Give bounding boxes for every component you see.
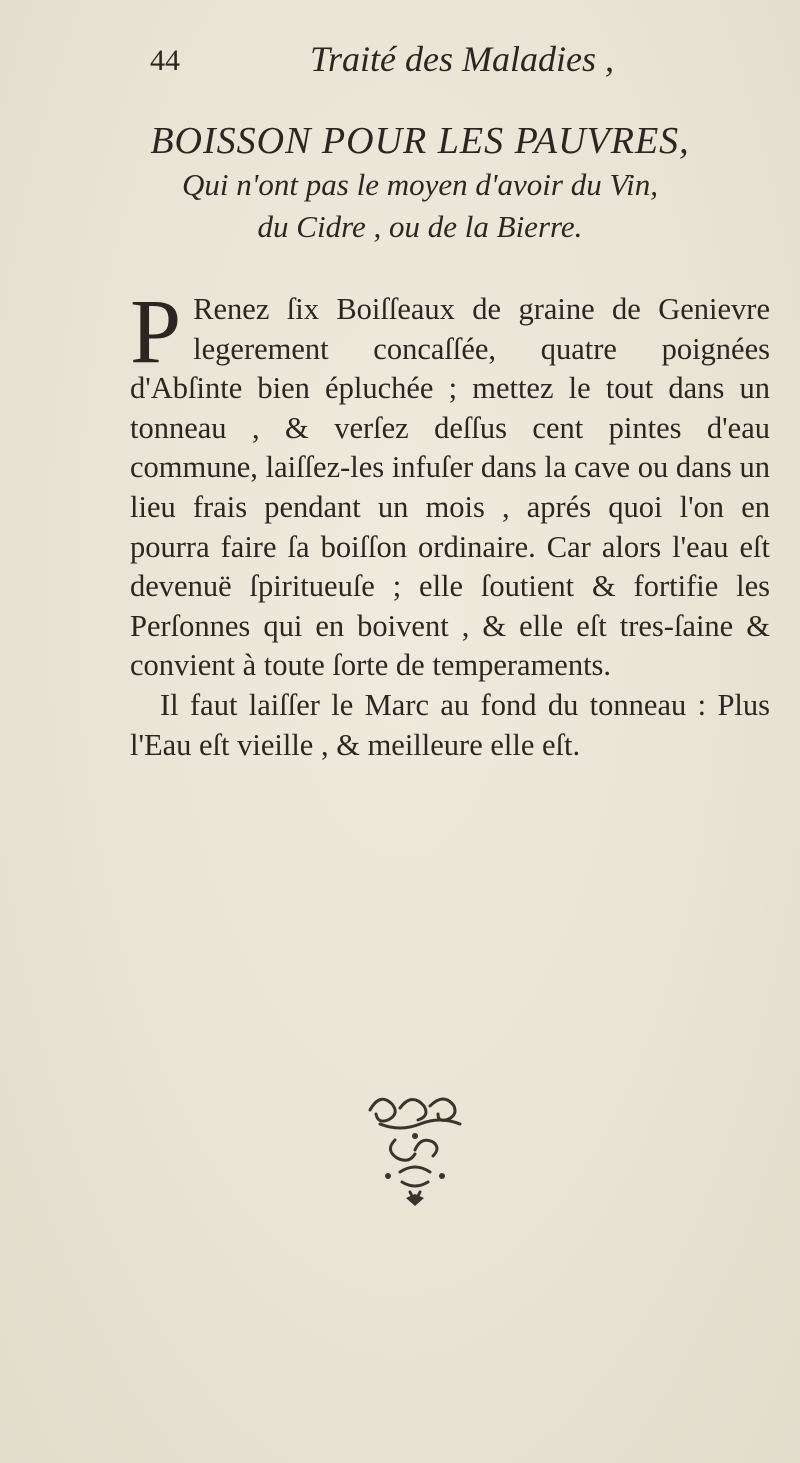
recipe-subtitle-line-1: Qui n'ont pas le moyen d'avoir du Vin,	[182, 167, 658, 202]
recipe-title: BOISSON POUR LES PAUVRES,	[150, 120, 690, 162]
paragraph-1-text: Renez ſix Boiſſeaux de graine de Genievre legerement concaſſée, quatre poignées d'Abſinte bien épluchée ; mettez le tout dans un tonneau , & verſez deſſus cent pintes d'eau commune, laiſſez-les infuſer dans la cave ou dans un lieu frais pendant un mois , aprés quoi l'on en pourra faire ſa boiſſon ordinaire. Car alors l'eau eſt devenuë ſpiritueuſe ; elle ſoutient & fortifie les Perſonnes qui en boivent , & elle eſt tres-ſaine & convient à toute ſorte de temperaments.	[130, 292, 770, 683]
drop-cap: P	[130, 280, 182, 382]
page-header	[150, 38, 670, 98]
floral-ornament-icon	[340, 1080, 490, 1220]
recipe-subtitle-line-2: du Cidre , ou de la Bierre.	[257, 209, 583, 244]
page-number: 44	[150, 44, 180, 77]
paragraph-1	[130, 280, 770, 686]
recipe-heading	[100, 118, 740, 248]
paragraph-2-text: Il faut laiſſer le Marc au fond du tonneau : Plus l'Eau eſt vieille , & meilleure elle eſt.	[130, 687, 770, 762]
recipe-body	[130, 280, 770, 765]
paragraph-2	[130, 686, 770, 765]
running-title: Traité des Maladies ,	[310, 39, 614, 79]
